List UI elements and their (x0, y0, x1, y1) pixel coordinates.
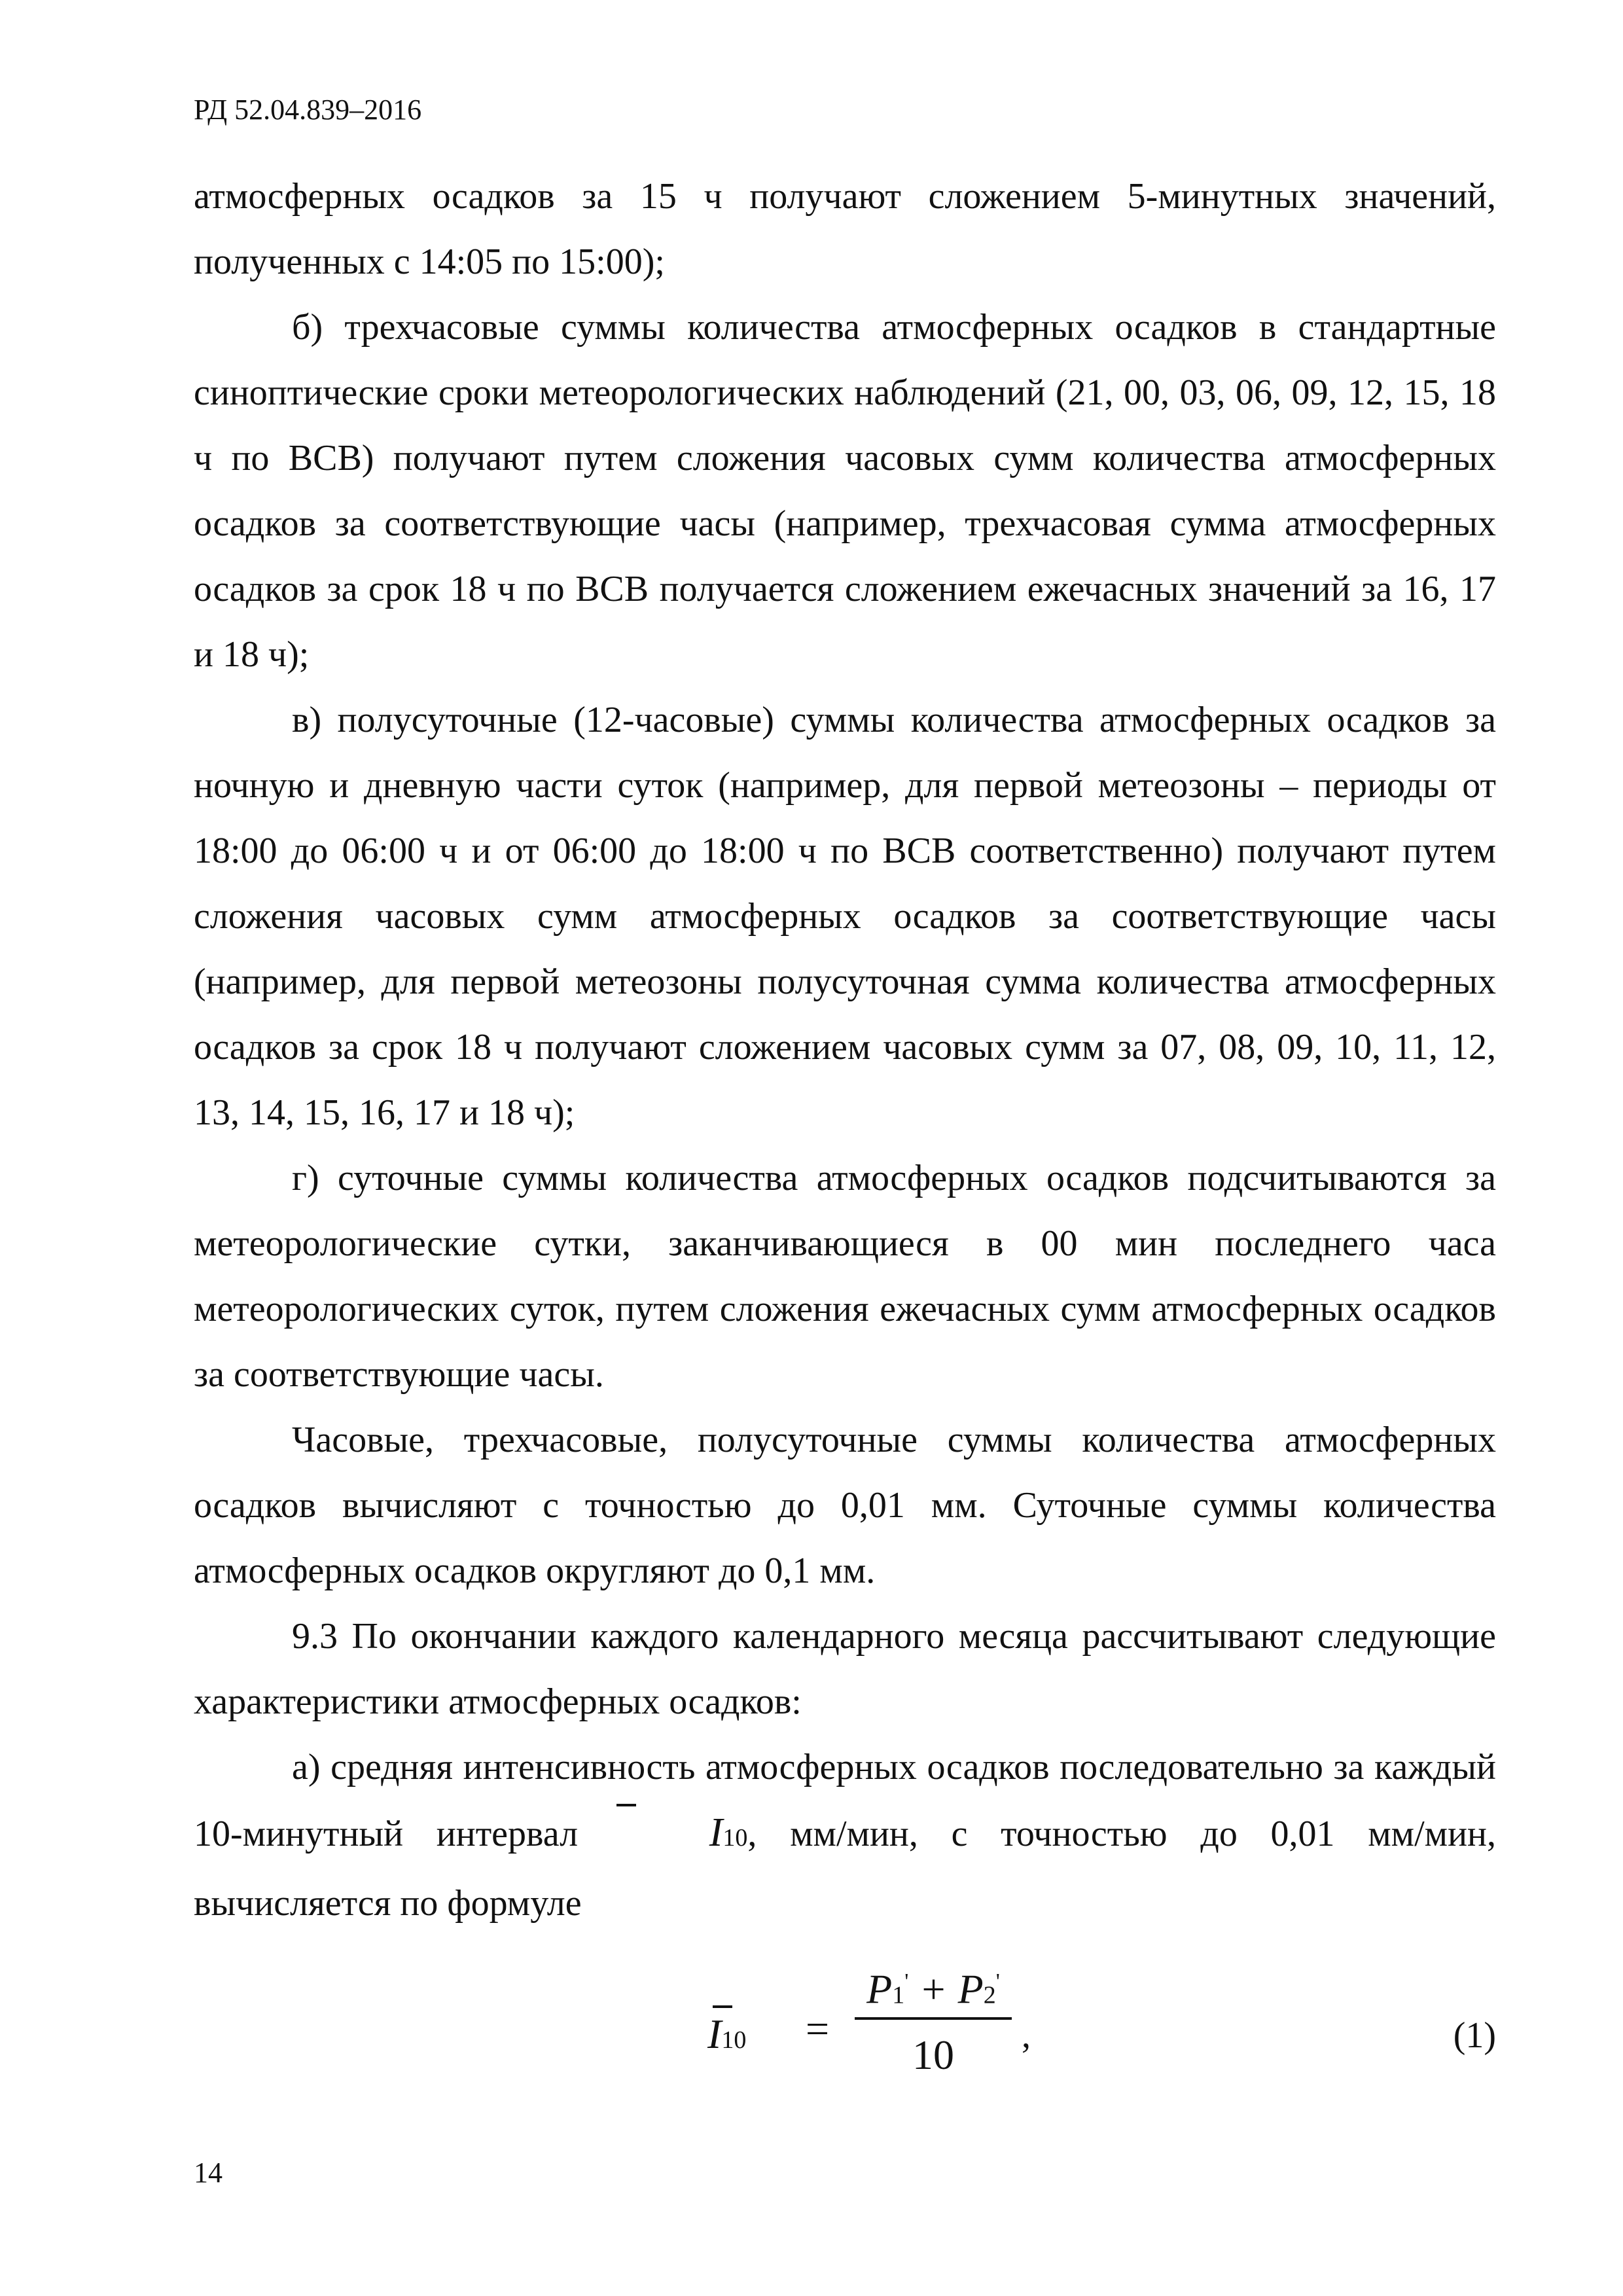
formula-equals-sign: = (806, 2005, 830, 2052)
paragraph-item-b: б) трехчасовые суммы количества атмосферных осадков в стандартные синоптические сроки метеорологических наблюдений (21, 00, 03, 06, 09, 12, 15, 18 ч по ВСВ) получают путем сложения часовых сумм количества атмосферных осадков за соответствующие часы (например, трехчасовая сумма атмосферных осадков за срок 18 ч по ВСВ получается сложением ежечасных значений за 16, 17 и 18 ч); (194, 307, 1496, 675)
paragraph-accuracy: Часовые, трехчасовые, полусуточные суммы количества атмосферных осадков вычисляют с точностью до 0,01 мм. Суточные суммы количества атмосферных осадков округляют до 0,1 мм. (194, 1420, 1496, 1591)
body-text (194, 164, 1496, 2100)
paragraph-item-a (194, 1734, 1496, 1936)
paragraph-continuation: атмосферных осадков за 15 ч получают сложением 5-минутных значений, полученных с 14:05 по 15:00); (194, 176, 1496, 282)
paragraph-item-g: г) суточные суммы количества атмосферных осадков подсчитываются за метеорологические сутки, заканчивающиеся в 00 мин последнего часа метеорологических суток, путем сложения ежечасных сумм атмосферных осадков за соответствующие часы. (194, 1158, 1496, 1395)
inline-mean-intensity-symbol: I10 (611, 1800, 748, 1871)
formula-comma: , (1022, 2015, 1031, 2056)
paragraph-item-a-start: а) средняя интенсивность атмосферных осадков последовательно за каждый 10-минутный интервал (194, 1747, 1496, 1854)
paragraph-section-9-3: 9.3 По окончании каждого календарного месяца рассчитывают следующие характеристики атмосферных осадков: (194, 1616, 1496, 1722)
paragraph-item-v: в) полусуточные (12-часовые) суммы количества атмосферных осадков за ночную и дневную части суток (например, для первой метеозоны – периоды от 18:00 до 06:00 ч и от 06:00 до 18:00 ч по ВСВ соответственно) получают путем сложения часовых сумм атмосферных осадков за соответствующие часы (например, для первой метеозоны полусуточная сумма количества атмосферных осадков за срок 18 ч получают сложением часовых сумм за 07, 08, 09, 10, 11, 12, 13, 14, 15, 16, 17 и 18 ч); (194, 700, 1496, 1133)
document-code-header: РД 52.04.839–2016 (194, 94, 422, 126)
paragraph-item-a-end: , мм/мин, с точностью до 0,01 мм/мин, вычисляется по формуле (194, 1814, 1497, 1924)
formula-lhs: I10 (707, 2001, 746, 2073)
formula-denominator: 10 (912, 2032, 954, 2078)
formula-fraction (855, 1949, 1012, 2088)
page-number: 14 (194, 2157, 223, 2189)
formula-1 (194, 1949, 1496, 2100)
formula-numerator: P1' + P2' (866, 1965, 1000, 2013)
formula-number: (1) (1453, 2015, 1496, 2056)
fraction-bar (855, 2017, 1012, 2020)
